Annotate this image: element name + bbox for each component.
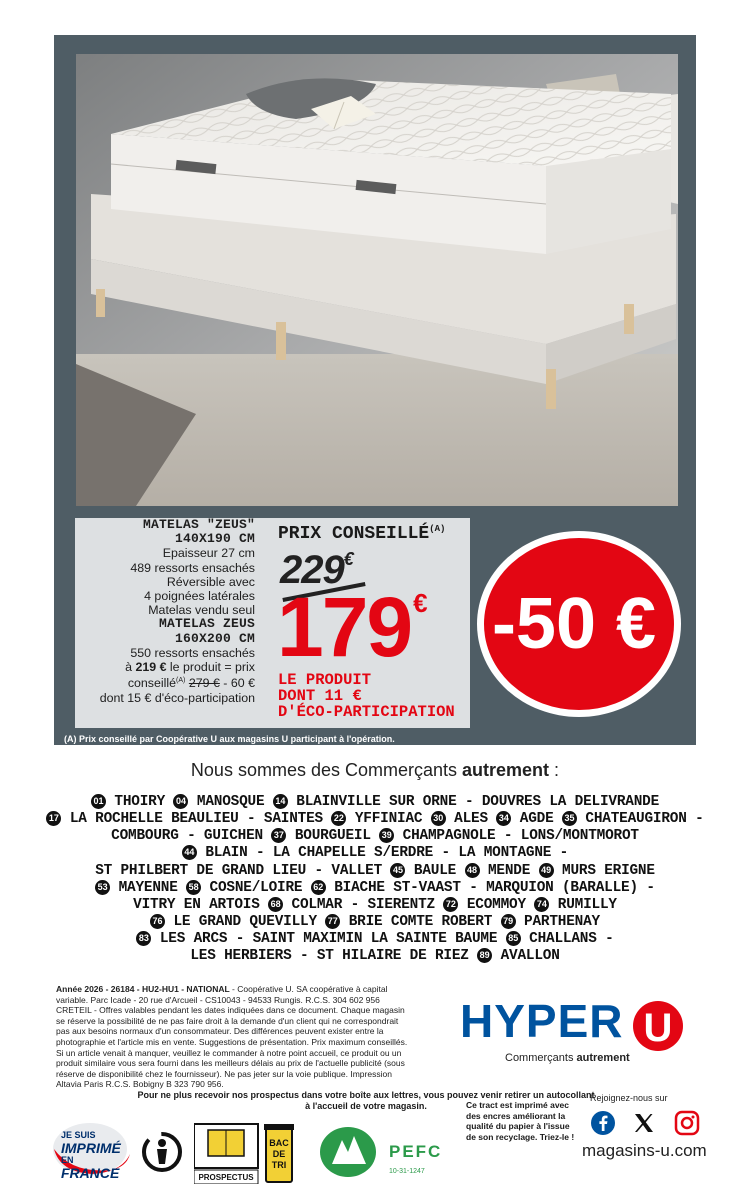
pefc-logo-icon: [318, 1122, 384, 1178]
social-title: Rejoignez-nous sur: [590, 1093, 668, 1103]
recycling-notice: Ce tract est imprimé avec des encres améliorant la qualité du papier à l'issue de son recyclage. Triez-le !: [466, 1100, 575, 1142]
product-size: 140X190 CM: [174, 531, 255, 547]
triman-icon: [140, 1130, 184, 1174]
sticker-notice: Pour ne plus recevoir nos prospectus dans votre boîte aux lettres, vous pouvez venir retirer un autocollant à l'accueil de votre magasin.: [137, 1090, 595, 1111]
old-price: 229€: [280, 548, 353, 592]
prospectus-bin-badge: [194, 1122, 294, 1184]
svg-text:DE: DE: [272, 1149, 286, 1159]
svg-text:TRI: TRI: [271, 1160, 287, 1170]
store-line: COMBOURG - GUICHEN 37 BOURGUEIL 39 CHAMPAGNOLE - LONS/MONTMOROT: [111, 828, 639, 845]
store-line: ST PHILBERT DE GRAND LIEU - VALLET 45 BAULE 48 MENDE 49 MURS ERIGNE: [95, 862, 655, 879]
legal-text: Année 2026 - 26184 - HU2-HU1 - NATIONAL - Coopérative U. SA coopérative à capital variable. Parc Icade - 20 rue d'Arcueil - CS10043 - 94533 Rungis. R.C.S. 304 602 956 CRETEIL - Offres valables pendant les dates indiquées dans ce document. Chaque magasin se réserve la possibilité de ne pas faire droit à la demande d'un client qui ne correspondrait pas aux besoins normaux d'un consommateur. Des différences peuvent exister entre la photographie et l'article mis en vente. Suggestions de présentation. Prix maximum conseillés. Si un article venait à manquer, veuillez le commander à notre point accueil, ce produit ou un produit similaire vous sera fourni dans les meilleurs délais au prix de l'actuelle publicité (sous réserve de disponibilité chez le fournisseur). Ne pas jeter sur la voie publique. Impression Altavia Paris R.C.S. Bobigny B 323 790 956.: [56, 984, 408, 1090]
stores-title: Nous sommes des Commerçants autrement :: [190, 760, 560, 780]
brand-name: HYPER: [460, 995, 624, 1047]
facebook-icon[interactable]: [590, 1110, 616, 1136]
store-line: VITRY EN ARTOIS 68 COLMAR - SIERENTZ 72 ECOMMOY 74 RUMILLY: [133, 896, 617, 913]
product-2-price-line: à 219 € le produit = prix: [125, 660, 255, 675]
svg-text:BAC: BAC: [269, 1138, 289, 1148]
instagram-icon[interactable]: [674, 1110, 700, 1136]
store-line: LES HERBIERS - ST HILAIRE DE RIEZ 89 AVALLON: [190, 948, 560, 965]
footnote: (A) Prix conseillé par Coopérative U aux magasins U participant à l'opération.: [64, 734, 395, 744]
product-2-title: MATELAS ZEUS: [158, 616, 255, 632]
product-title: MATELAS "ZEUS": [142, 517, 255, 532]
spec-line: Réversible avec: [166, 574, 255, 589]
prix-conseille-label: PRIX $CONSEILLÉ^{(A)}$: [278, 524, 446, 544]
store-line: 01 THOIRY 04 MANOSQUE 14 BLAINVILLE SUR ORNE - DOUVRES LA DELIVRANDE: [0, 794, 750, 811]
spec-line: 4 poignées latérales: [144, 589, 255, 604]
u-logo-icon: [628, 1000, 688, 1052]
svg-text:PROSPECTUS: PROSPECTUS: [198, 1173, 254, 1182]
pefc-label: PEFC: [389, 1142, 443, 1161]
spec-line: 550 ressorts ensachés: [130, 645, 255, 660]
spec-line: 489 ressorts ensachés: [130, 560, 255, 575]
product-2-eco: dont 15 € d'éco-participation: [99, 690, 255, 705]
store-line: 76 LE GRAND QUEVILLY 77 BRIE COMTE ROBERT 79 PARTHENAY: [0, 914, 750, 931]
store-line: 83 LES ARCS - SAINT MAXIMIN LA SAINTE BAUME 85 CHALLANS -: [0, 931, 750, 948]
store-line: 53 MAYENNE 58 COSNE/LOIRE 62 BIACHE ST-VAAST - MARQUION (BARALLE) -: [0, 880, 750, 897]
store-line: 44 BLAIN - LA CHAPELLE S/ERDRE - LA MONTAGNE -: [0, 845, 750, 862]
product-2-old-price-line: conseillé$^{(A)}$ 279 € - 60 €: [127, 676, 255, 691]
store-list: [0, 794, 750, 966]
imprime-en-france-text: JE SUIS IMPRIMÉ EN FRANCE: [61, 1130, 121, 1181]
spec-line: Matelas vendu seul: [148, 603, 255, 618]
store-line: 17 LA ROCHELLE BEAULIEU - SAINTES 22 YFFINIAC 30 ALES 34 AGDE 35 CHATEAUGIRON -: [0, 811, 750, 828]
brand-tagline: Commerçants autrement: [505, 1052, 630, 1064]
discount-label: -50 €: [491, 584, 657, 664]
social-icons: [590, 1110, 700, 1136]
product-specs: [100, 518, 255, 705]
product-2-size: 160X200 CM: [174, 630, 255, 646]
spec-line: Epaisseur 27 cm: [162, 546, 255, 561]
price-details: LE PRODUIT DONT 11 € D'ÉCO-PARTICIPATION: [278, 671, 455, 721]
x-icon[interactable]: [632, 1111, 656, 1135]
discount-badge: [476, 530, 682, 718]
website-url[interactable]: magasins-u.com: [582, 1141, 707, 1160]
new-price: 179€: [277, 580, 426, 674]
pefc-code: 10-31-1247: [389, 1168, 425, 1175]
mattress-photo: [76, 54, 678, 506]
svg-text:U: U: [643, 1006, 673, 1050]
